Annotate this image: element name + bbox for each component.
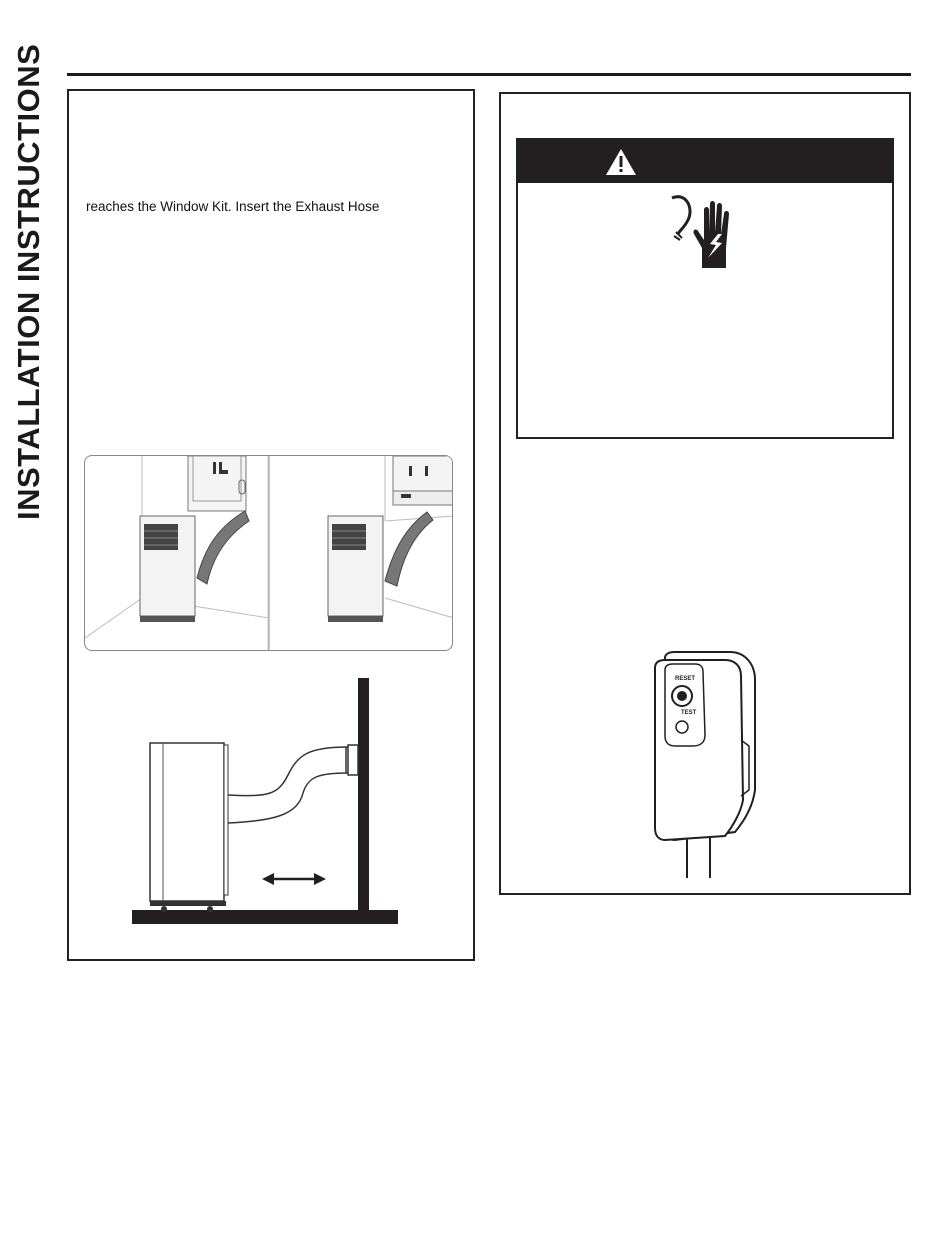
test-label: TEST [681,710,697,716]
scene-two [328,456,453,622]
window-kit-scenes-illustration [85,456,453,651]
scene-one [85,456,269,651]
side-view-hose-diagram [128,675,408,925]
warning-triangle-icon [605,148,637,176]
instruction-text: reaches the Window Kit. Insert the Exhaust Hose [86,199,380,214]
electric-shock-hand-icon [666,190,746,270]
warning-header-bar [518,140,892,183]
warning-box [516,138,894,439]
window-kit-photo [84,455,453,651]
side-section-title: INSTALLATION INSTRUCTIONS [11,43,46,520]
ground-fault-plug-illustration [635,650,775,880]
header-rule [67,73,911,76]
reset-label: RESET [675,676,696,682]
